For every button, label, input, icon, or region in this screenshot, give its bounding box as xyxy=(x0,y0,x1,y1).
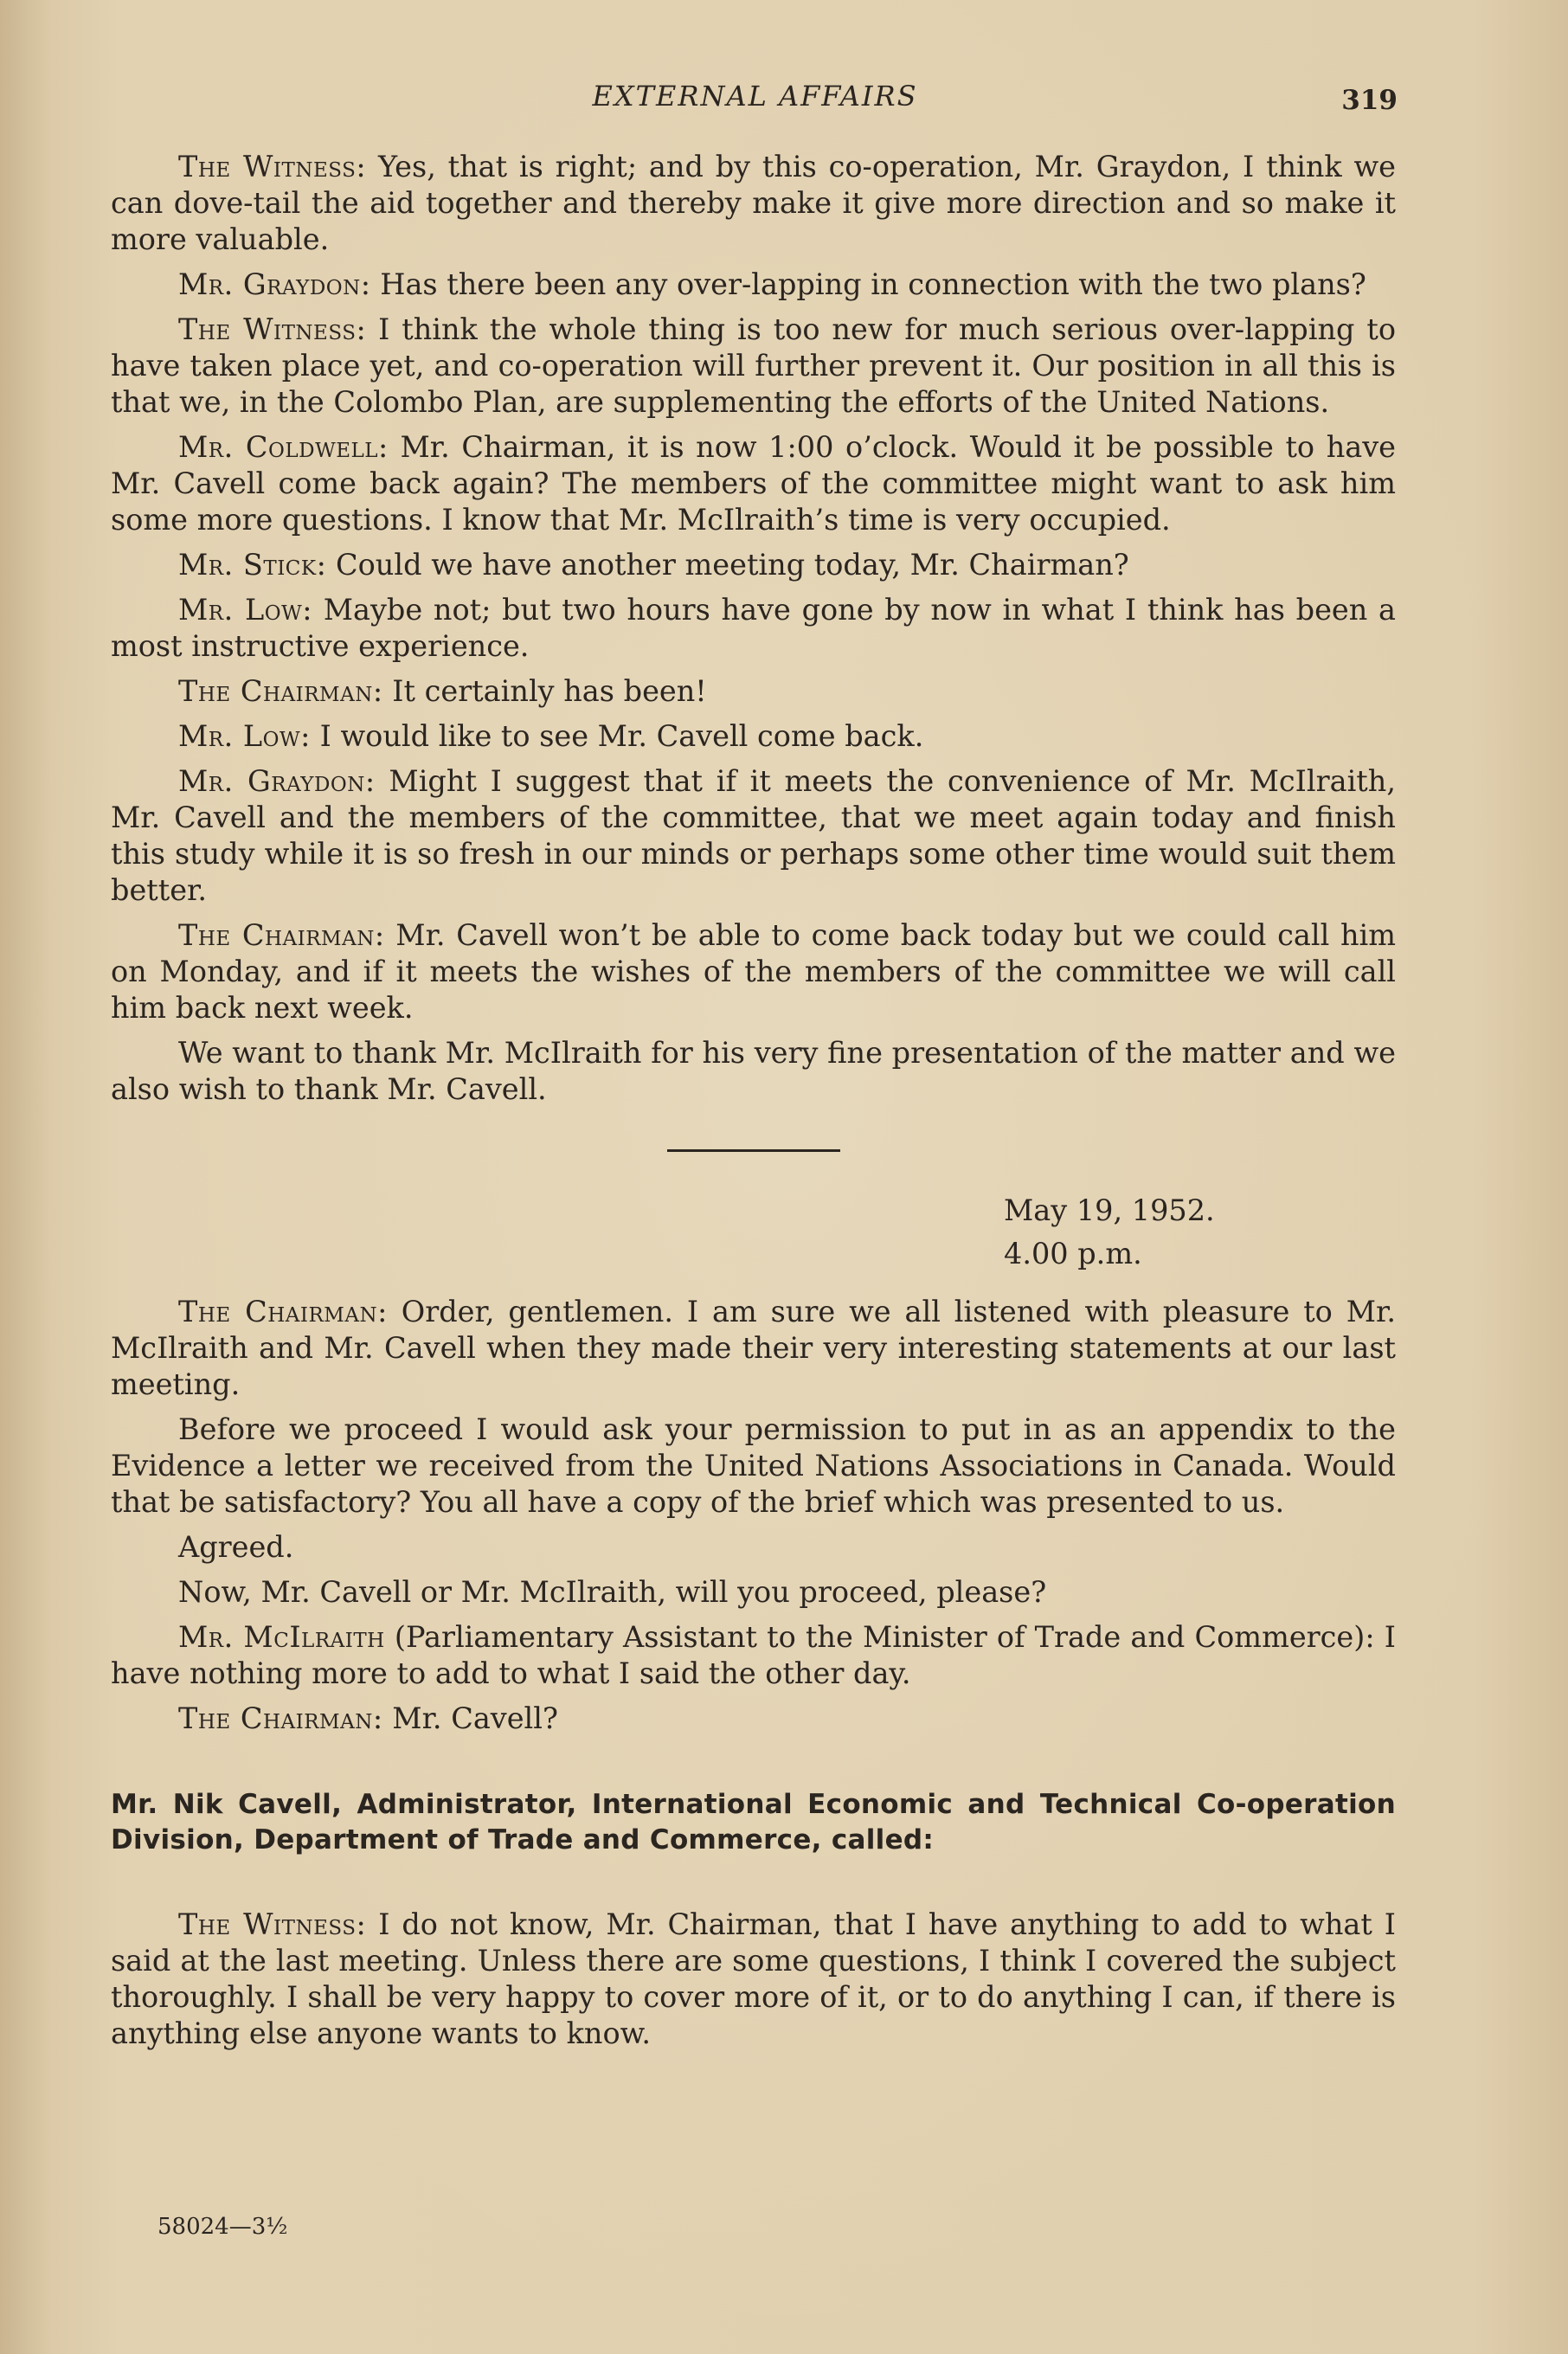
paragraph xyxy=(111,917,1396,1026)
paragraph-text: Mr. Cavell? xyxy=(382,1701,558,1735)
paragraph-text: I would like to see Mr. Cavell come back. xyxy=(310,719,924,753)
paragraph-text: I think the whole thing is too new for much serious over-lapping to have taken place yet, and co-operation will further prevent it. Our position in all this is that we, in the Colombo Plan, are supplementing the efforts of the United Nations. xyxy=(111,312,1396,419)
page-header xyxy=(112,80,1398,123)
speaker-label: Mr. Coldwell: xyxy=(178,430,389,464)
paragraph-text: Might I suggest that if it meets the convenience of Mr. McIlraith, Mr. Cavell and the members of the committee, that we meet again today and finish this study while it is so fresh in our minds or perhaps some other time would suit them better. xyxy=(111,764,1396,907)
paragraph xyxy=(111,312,1396,421)
paragraph xyxy=(111,1701,1396,1737)
speaker-label: The Chairman: xyxy=(178,674,383,708)
paragraph-text: Yes, that is right; and by this co-operation, Mr. Graydon, I think we can dove-tail the aid together and thereby make it give more direction and so make it more valuable. xyxy=(111,150,1396,256)
witness-heading: Mr. Nik Cavell, Administrator, International Economic and Technical Co-operation Division, Department of Trade and Commerce, called: xyxy=(111,1789,1396,1856)
session-date: May 19, 1952. xyxy=(1004,1193,1215,1227)
paragraph-text: Before we proceed I would ask your permission to put in as an appendix to the Evidence a letter we received from the United Nations Associations in Canada. Would that be satisfactory? You all have a copy of the brief which was presented to us. xyxy=(111,1412,1396,1519)
paragraph xyxy=(111,1907,1396,2052)
paragraph xyxy=(111,1574,1396,1611)
paragraph-text: Mr. Chairman, it is now 1:00 o’clock. Would it be possible to have Mr. Cavell come back again? The members of the committee might want to ask him some more questions. I know that Mr. McIlraith’s time is very occupied. xyxy=(111,430,1397,537)
session-time: 4.00 p.m. xyxy=(1004,1237,1142,1270)
paragraph xyxy=(111,429,1396,538)
paragraph xyxy=(111,592,1396,665)
paragraph-text: Order, gentlemen. I am sure we all listened with pleasure to Mr. McIlraith and Mr. Cavell when they made their very interesting statements at our last meeting. xyxy=(111,1295,1396,1401)
paragraph xyxy=(111,1412,1396,1521)
page-number: 319 xyxy=(1341,85,1398,116)
speaker-label: The Chairman: xyxy=(178,1701,383,1735)
paragraph-text: Now, Mr. Cavell or Mr. McIlraith, will you proceed, please? xyxy=(178,1575,1047,1609)
speaker-label: The Witness: xyxy=(178,1907,367,1941)
paragraph xyxy=(111,1529,1396,1566)
speaker-label: Mr. McIlraith xyxy=(178,1620,385,1654)
body-text xyxy=(111,149,1396,2061)
speaker-label: Mr. Low: xyxy=(178,719,311,753)
paragraph xyxy=(111,1294,1396,1403)
paragraph xyxy=(111,149,1396,258)
paragraph-text: Agreed. xyxy=(178,1530,294,1564)
paragraph-text: It certainly has been! xyxy=(382,674,707,708)
speaker-label: Mr. Stick: xyxy=(178,548,327,582)
paragraph xyxy=(111,763,1396,909)
paragraph-text: (Parliamentary Assistant to the Minister of Trade and Commerce): I have nothing more to add to what I said the other day. xyxy=(111,1620,1396,1690)
speaker-label: The Witness: xyxy=(178,312,367,346)
speaker-label: The Chairman: xyxy=(178,1295,388,1328)
paragraph xyxy=(111,673,1396,710)
paragraph xyxy=(111,547,1396,583)
paragraph-text: Could we have another meeting today, Mr. Chairman? xyxy=(326,548,1129,582)
paragraph-text: Has there been any over-lapping in connection with the two plans? xyxy=(370,267,1366,301)
paragraph-text: Mr. Cavell won’t be able to come back today but we could call him on Monday, and if it meets the wishes of the members of the committee we will call him back next week. xyxy=(111,918,1396,1025)
paragraph-text: I do not know, Mr. Chairman, that I have anything to add to what I said at the last meeting. Unless there are some questions, I think I covered the subject thoroughly. I shall be very happy to cover more of it, or to do anything I can, if there is anything else anyone wants to know. xyxy=(111,1907,1396,2050)
printer-code: 58024—3½ xyxy=(157,2214,288,2240)
speaker-label: Mr. Graydon: xyxy=(178,764,376,798)
speaker-label: Mr. Low: xyxy=(178,593,313,627)
speaker-label: The Chairman: xyxy=(178,918,385,952)
paragraph xyxy=(111,718,1396,755)
speaker-label: The Witness: xyxy=(178,150,367,183)
running-head: EXTERNAL AFFAIRS xyxy=(592,80,918,113)
paragraph xyxy=(111,1035,1396,1108)
paragraph xyxy=(111,267,1396,303)
paragraph xyxy=(111,1619,1396,1692)
paragraph-text: We want to thank Mr. McIlraith for his very fine presentation of the matter and we also wish to thank Mr. Cavell. xyxy=(111,1036,1396,1106)
paragraph-text: Maybe not; but two hours have gone by now in what I think has been a most instructive experience. xyxy=(111,593,1396,663)
speaker-label: Mr. Graydon: xyxy=(178,267,371,301)
section-divider xyxy=(667,1149,840,1152)
